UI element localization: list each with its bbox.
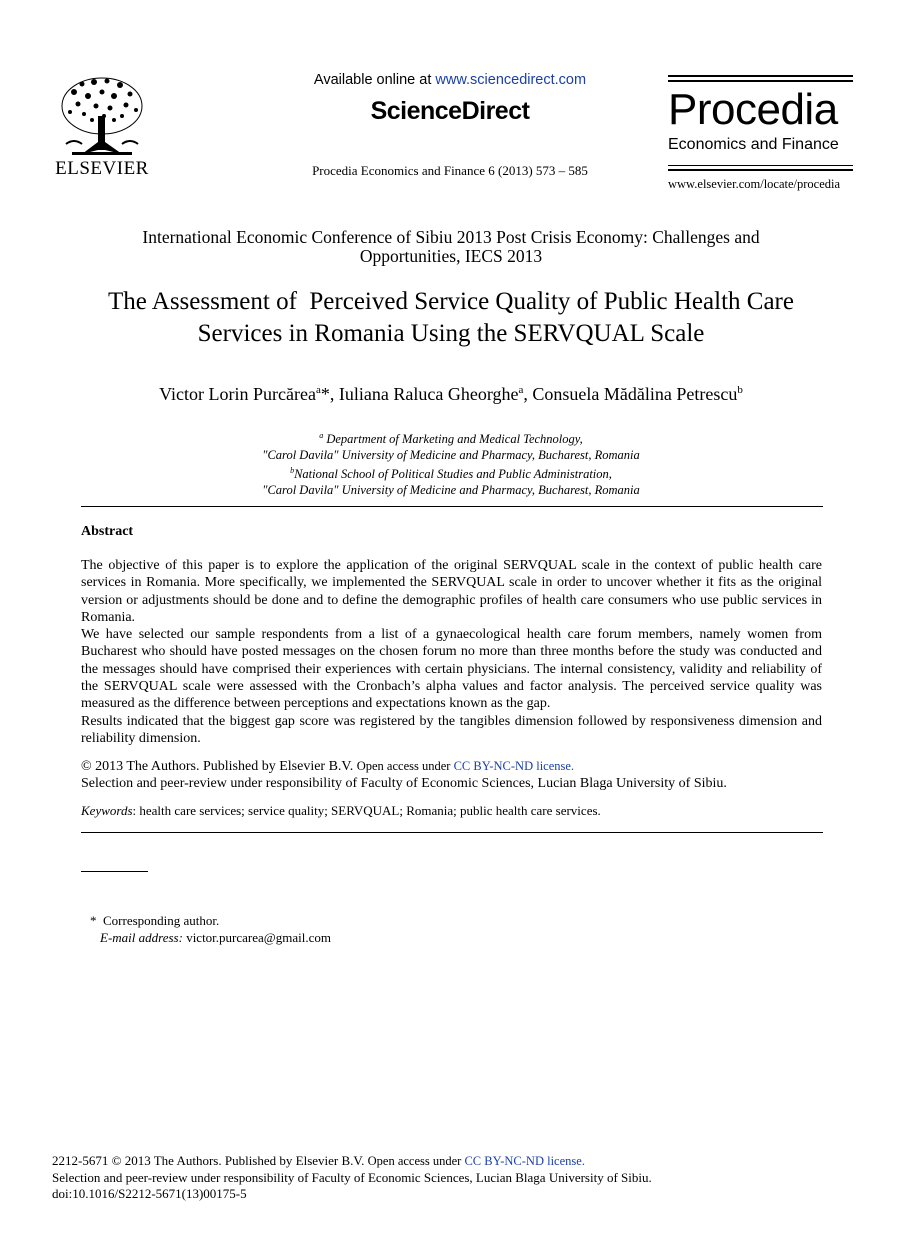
abstract-paragraph-3: Results indicated that the biggest gap score was registered by the tangibles dimension followed by responsiveness dimension and reliability dimension. bbox=[81, 713, 822, 746]
available-online-line bbox=[240, 72, 660, 88]
page-footer bbox=[52, 1153, 652, 1203]
author-name: Iuliana Raluca Gheorghe bbox=[338, 384, 519, 404]
affil-sup: b bbox=[290, 466, 295, 476]
author-separator: , bbox=[329, 384, 339, 404]
footer-copyright-line bbox=[52, 1153, 652, 1170]
footer-license-link[interactable]: CC BY-NC-ND license. bbox=[464, 1154, 585, 1168]
abstract-paragraph-1: The objective of this paper is to explore the application of the original SERVQUAL scale in the context of public health care services in Romania. More specifically, we implemented the SERVQUAL scale in order to uncover whether it fits as the original version or adjustments should be done and to define the demographic profiles of health care consumers who use public services in Romania. bbox=[81, 558, 822, 625]
abstract-bottom-divider bbox=[81, 832, 823, 833]
affiliation-b-line-2: "Carol Davila" University of Medicine and Pharmacy, Bucharest, Romania bbox=[262, 483, 640, 498]
procedia-bottom-rule bbox=[668, 165, 853, 166]
footer-open-access: Open access under bbox=[367, 1154, 465, 1168]
abstract-paragraph-2: We have selected our sample respondents from a list of a gynaecological health care forum members, namely women from Bucharest who should have posted messages on the chosen forum no more than three months before the study was conducted and the messages should have comprised their experiences with certain physicians. The internal consistency, validity and reliability of the SERVQUAL scale were assessed with the Cronbach’s alpha values and factor analysis. The perceived service quality was measured as the difference between perceptions and expectations known as the gap. bbox=[81, 627, 822, 712]
procedia-top-rule-2 bbox=[668, 80, 853, 82]
affil-sup: a bbox=[319, 431, 324, 440]
affil-text: National School of Political Studies and Public Administration, bbox=[294, 467, 612, 482]
footer-selection-line: Selection and peer-review under responsibility of Faculty of Economic Sciences, Lucian Blaga University of Sibiu. bbox=[52, 1169, 652, 1185]
author-separator: , bbox=[523, 384, 533, 404]
author-affil-sup: b bbox=[737, 384, 743, 396]
affiliation-b-line-1 bbox=[150, 463, 752, 482]
email-line bbox=[90, 929, 331, 946]
sciencedirect-link[interactable]: www.sciencedirect.com bbox=[435, 72, 587, 88]
copyright-block bbox=[81, 758, 822, 793]
abstract-top-divider bbox=[81, 506, 823, 507]
author-name: Victor Lorin Purcărea bbox=[159, 384, 316, 404]
abstract-heading: Abstract bbox=[81, 524, 134, 539]
elsevier-wordmark: ELSEVIER bbox=[55, 158, 149, 179]
affiliation-a-line-2: "Carol Davila" University of Medicine and Pharmacy, Bucharest, Romania bbox=[262, 448, 640, 463]
conference-line-1: International Economic Conference of Sibiu 2013 Post Crisis Economy: Challenges and bbox=[142, 227, 760, 247]
corresponding-author: * Corresponding author. bbox=[90, 913, 220, 928]
keywords-text: : health care services; service quality; SERVQUAL; Romania; public health care services. bbox=[132, 803, 601, 818]
affil-text: Department of Marketing and Medical Technology, bbox=[323, 432, 583, 447]
journal-reference: Procedia Economics and Finance 6 (2013) 573 – 585 bbox=[312, 163, 588, 178]
footer-issn-copyright: 2212-5671 © 2013 The Authors. Published by Elsevier B.V. bbox=[52, 1153, 368, 1168]
copyright-line bbox=[81, 758, 822, 775]
procedia-title: Procedia bbox=[668, 85, 838, 134]
title-line-1: The Assessment of Perceived Service Quality of Public Health Care bbox=[108, 288, 794, 315]
footnote-separator bbox=[81, 871, 148, 872]
email-label: E-mail address: bbox=[100, 930, 183, 945]
conference-line-2: Opportunities, IECS 2013 bbox=[359, 246, 543, 266]
procedia-subtitle: Economics and Finance bbox=[668, 136, 839, 153]
copyright-text: © 2013 The Authors. Published by Elsevier B.V. bbox=[81, 759, 357, 774]
footer-doi[interactable]: doi:10.1016/S2212-5671(13)00175-5 bbox=[52, 1186, 247, 1201]
author-affil-sup: a bbox=[518, 384, 524, 396]
paper-title bbox=[70, 286, 832, 350]
procedia-url-link[interactable]: www.elsevier.com/locate/procedia bbox=[668, 177, 841, 191]
license-link[interactable]: CC BY-NC-ND license. bbox=[453, 759, 575, 773]
author-list bbox=[80, 384, 822, 405]
selection-line: Selection and peer-review under responsibility of Faculty of Economic Sciences, Lucian Blaga University of Sibiu. bbox=[81, 776, 727, 792]
procedia-top-rule bbox=[668, 75, 853, 77]
corresponding-mark: * bbox=[320, 384, 330, 404]
author-affil-sup: a bbox=[316, 384, 321, 396]
available-online-prefix: Available online at bbox=[313, 72, 436, 88]
procedia-bottom-rule-2 bbox=[668, 169, 853, 171]
keywords-line bbox=[81, 803, 822, 819]
title-line-2: Services in Romania Using the SERVQUAL Scale bbox=[197, 320, 705, 347]
affiliation-a-line-1 bbox=[150, 428, 752, 447]
keywords-label: Keywords bbox=[81, 803, 133, 818]
footnote bbox=[90, 912, 331, 946]
abstract-body bbox=[81, 557, 822, 747]
email-address[interactable]: victor.purcarea@gmail.com bbox=[182, 930, 331, 945]
affiliations bbox=[150, 428, 752, 498]
open-access-text: Open access under bbox=[356, 759, 454, 773]
conference-name bbox=[80, 228, 822, 266]
sciencedirect-brand: ScienceDirect bbox=[370, 97, 530, 125]
author-name: Consuela Mădălina Petrescu bbox=[532, 384, 738, 404]
